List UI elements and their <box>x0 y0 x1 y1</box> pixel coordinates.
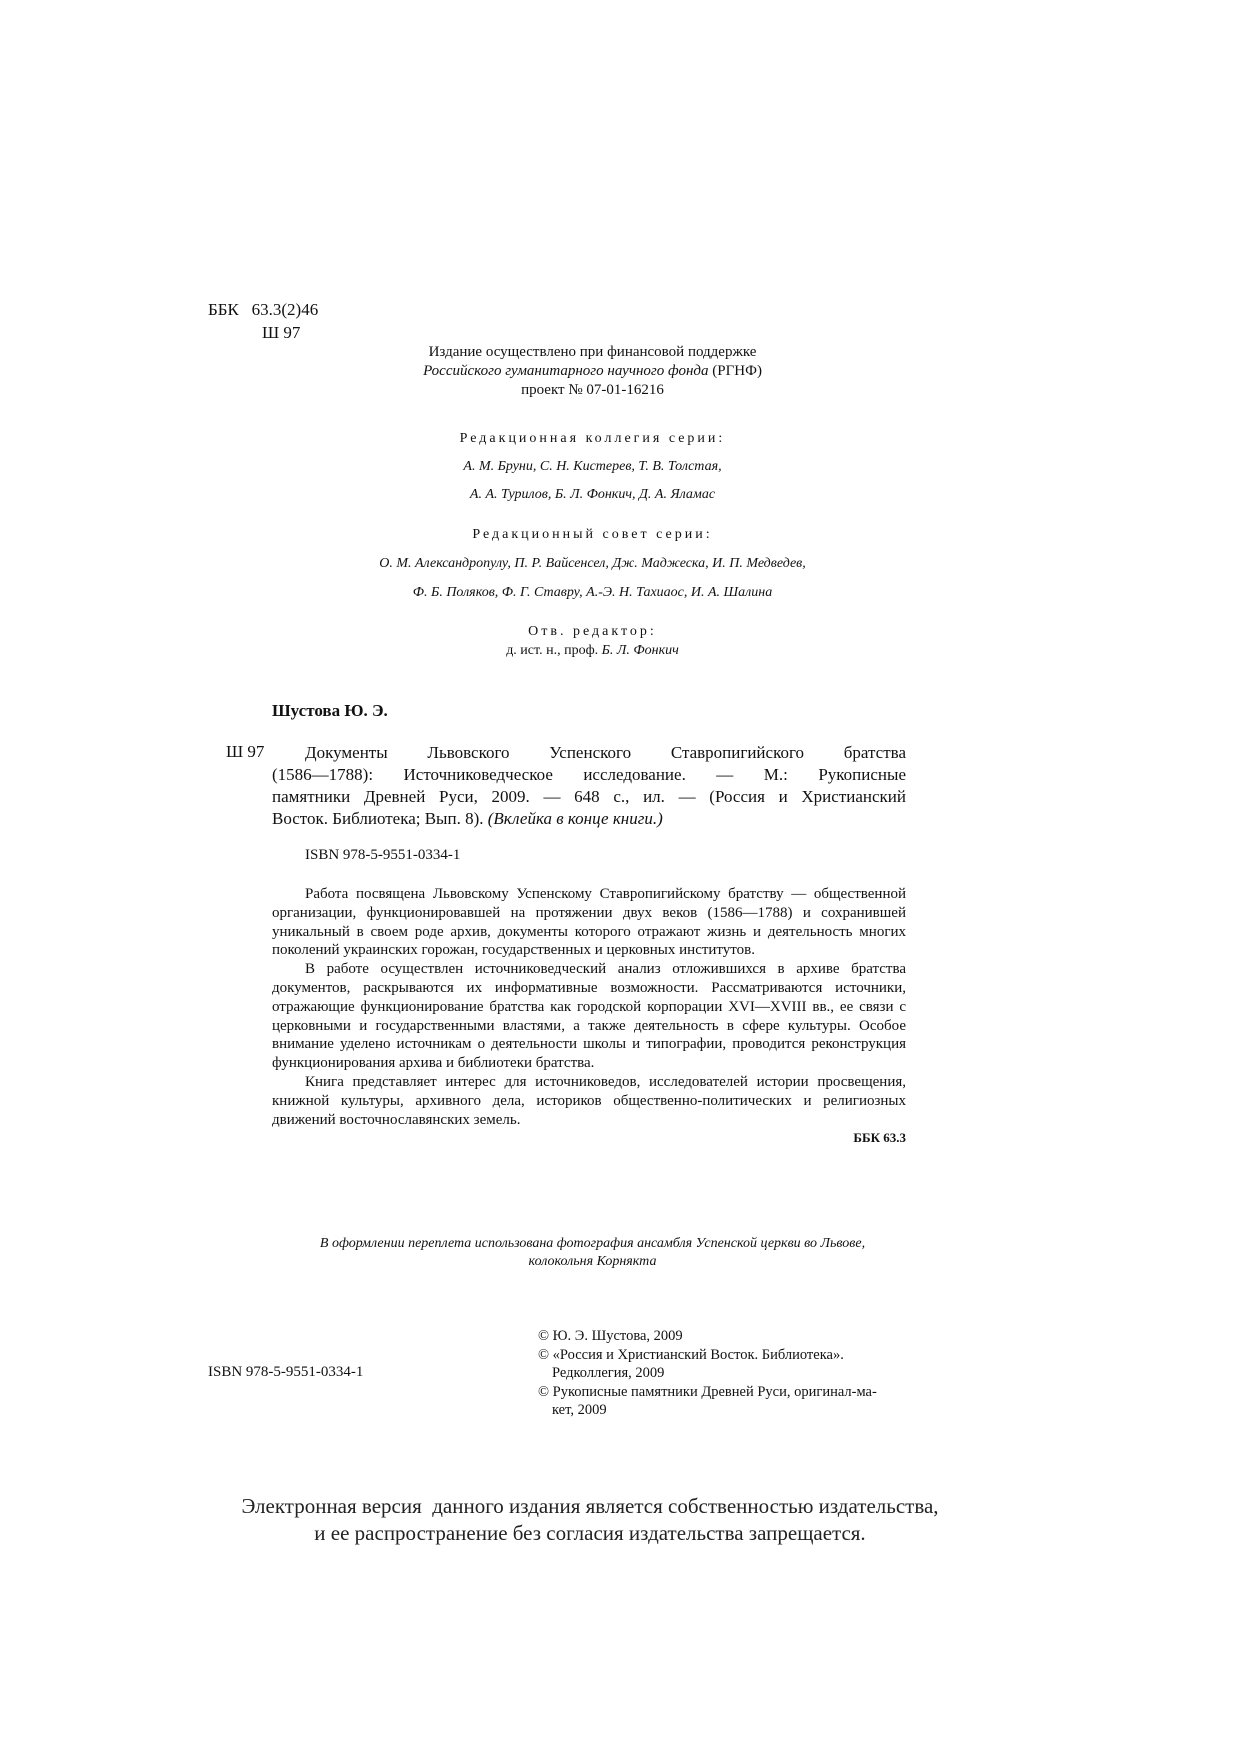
abstract-paragraph-3: Книга представляет интерес для источниковедов, исследователей истории просвещения, книжной культуры, архивного дела, историков общественно-политических и религиозных движений восточнославянских земель. <box>272 1073 906 1128</box>
support-line3: проект № 07-01-16216 <box>521 382 664 398</box>
cover-note-line1: В оформлении переплета использована фотография ансамбля Успенской церкви во Львове, <box>319 1236 866 1251</box>
responsible-editor <box>340 622 845 660</box>
biblio-line4-plain: Восток. Библиотека; Вып. 8). <box>272 809 488 828</box>
isbn-top: ISBN 978-5-9551-0334-1 <box>305 847 461 863</box>
support-line1: Издание осуществлено при финансовой поддержке <box>428 344 757 360</box>
abstract-paragraph-2: В работе осуществлен источниковедческий анализ отложившихся в архиве братства документов, раскрываются их информативные возможности. Рассматриваются источники, отражающие функционирование братства как городской корпорации XVI—XVIII вв., ее связи с церковными и государственными властями, а также деятельность в сфере культуры. Особое внимание уделено источникам о деятельности школы и типографии, проводится реконструкция функционирования архива и библиотеки братства. <box>272 961 906 1072</box>
copyright-block <box>538 1327 910 1420</box>
biblio-line1: Документы Львовского Успенского Ставропигийского братства <box>305 743 906 762</box>
editorial-council <box>300 525 885 602</box>
author-sign: Ш 97 <box>262 323 301 342</box>
editorial-board <box>300 429 885 504</box>
biblio-sign: Ш 97 <box>226 742 265 761</box>
copyright-series-cont: Редколлегия, 2009 <box>552 1365 665 1381</box>
support-line2 <box>340 362 845 381</box>
biblio-line4-italic: (Вклейка в конце книги.) <box>487 809 663 828</box>
isbn-bottom: ISBN 978-5-9551-0334-1 <box>208 1364 364 1380</box>
editorial-board-line1: А. М. Бруни, С. Н. Кистерев, Т. В. Толстая, <box>463 459 722 474</box>
abstract <box>272 885 906 1147</box>
abstract-bbk: ББК 63.3 <box>853 1130 906 1146</box>
responsible-editor-line <box>340 641 845 660</box>
support-foundation: Российского гуманитарного научного фонда <box>423 363 709 379</box>
responsible-editor-name: Б. Л. Фонкич <box>601 643 679 658</box>
editorial-board-line2: А. А. Турилов, Б. Л. Фонкич, Д. А. Яламас <box>469 487 716 502</box>
electronic-notice-line1: Электронная версия данного издания является собственностью издательства, <box>241 1494 939 1518</box>
biblio-line4 <box>272 808 906 830</box>
copyright-author: © Ю. Э. Шустова, 2009 <box>538 1328 683 1344</box>
electronic-notice <box>200 1493 980 1547</box>
bbk-classification <box>208 300 318 320</box>
electronic-notice-line2: и ее распространение без согласия издательства запрещается. <box>314 1521 866 1545</box>
editorial-board-heading: Редакционная коллегия серии: <box>459 431 726 446</box>
cover-note <box>240 1235 945 1271</box>
bbk-code: 63.3(2)46 <box>251 300 319 319</box>
editorial-council-line1: О. М. Александропулу, П. Р. Вайсенсел, Дж. Маджеска, И. П. Медведев, <box>379 556 806 571</box>
biblio-line3: памятники Древней Руси, 2009. — 648 с., ил. — (Россия и Христианский <box>272 787 906 806</box>
editorial-council-heading: Редакционный совет серии: <box>472 527 713 542</box>
abstract-paragraph-1: Работа посвящена Львовскому Успенскому Ставропигийскому братству — общественной организации, функционировавшей на протяжении двух веков (1586—1788) и сохранившей уникальный в своем роде архив, документы которого отражают жизнь и деятельность многих поколений украинских горожан, государственных и церковных институтов. <box>272 886 906 959</box>
support-foundation-abbr: (РГНФ) <box>708 363 762 379</box>
responsible-editor-heading: Отв. редактор: <box>528 624 657 639</box>
copyright-series: © «Россия и Христианский Восток. Библиотека». <box>538 1346 844 1363</box>
responsible-editor-degree: д. ист. н., проф. <box>506 643 602 658</box>
copyright-publisher: © Рукописные памятники Древней Руси, оригинал-ма- <box>538 1383 877 1400</box>
cover-note-line2: колокольня Корнякта <box>528 1254 657 1269</box>
biblio-line2: (1586—1788): Источниковедческое исследование. — М.: Рукописные <box>272 765 906 784</box>
editorial-council-line2: Ф. Б. Поляков, Ф. Г. Ставру, А.-Э. Н. Тахиаос, И. А. Шалина <box>412 585 773 600</box>
support-block <box>340 343 845 400</box>
biblio-description <box>272 742 906 830</box>
bbk-label: ББК <box>208 300 239 319</box>
copyright-publisher-cont: кет, 2009 <box>552 1402 607 1418</box>
author-heading: Шустова Ю. Э. <box>272 701 388 720</box>
